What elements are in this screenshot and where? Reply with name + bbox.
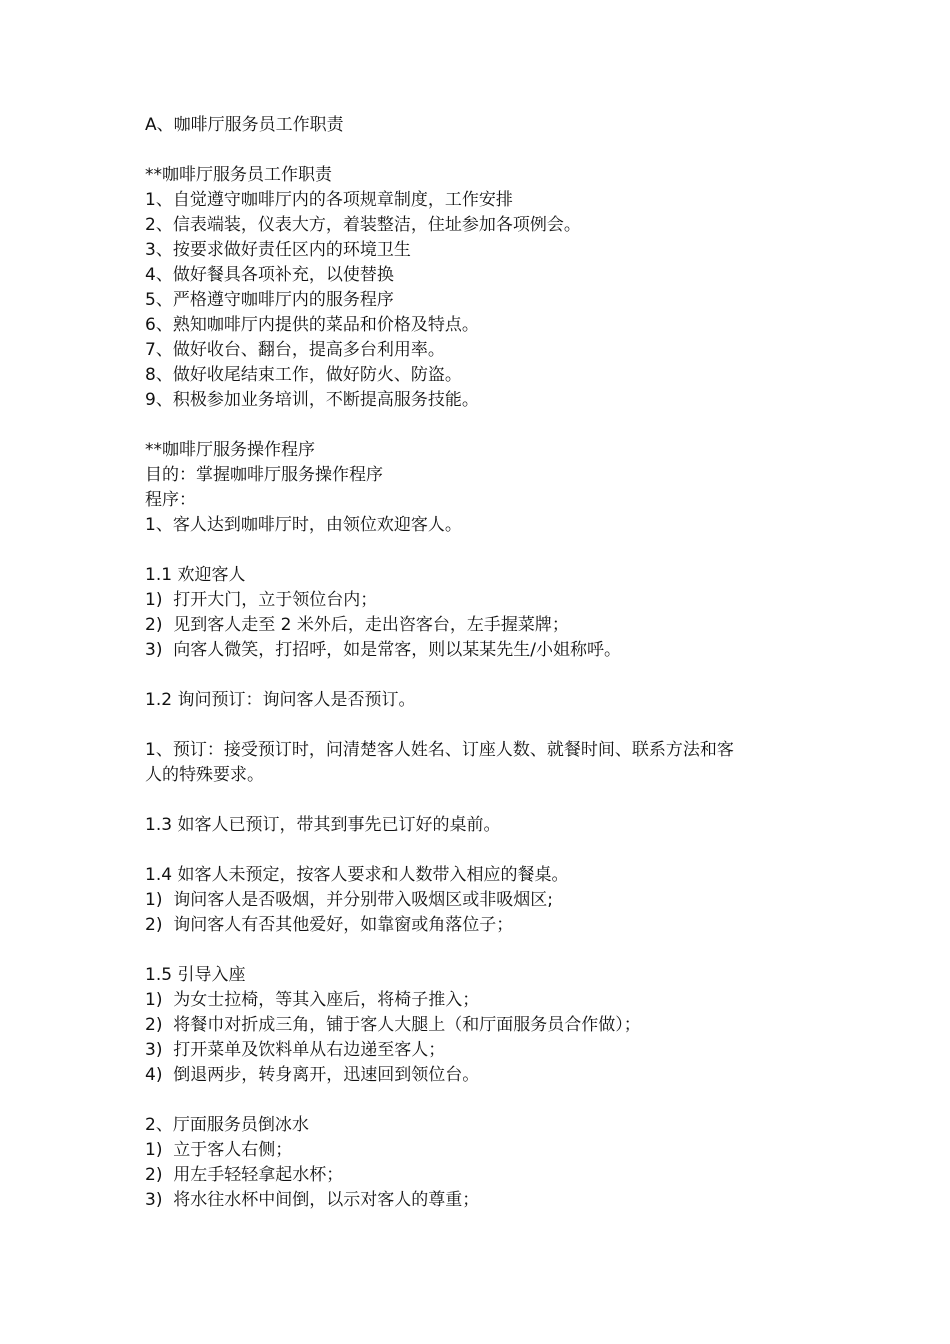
blank-line (145, 1088, 825, 1113)
section-2-item-2: 2) 用左手轻轻拿起水杯； (145, 1165, 344, 1185)
procedure-label: 程序： (145, 490, 196, 510)
procedure-purpose: 目的：掌握咖啡厅服务操作程序 (145, 465, 383, 485)
sub-1-5-item-2: 2) 将餐巾对折成三角，铺于客人大腿上（和厅面服务员合作做）； (145, 1015, 641, 1035)
procedure-step-1: 1、客人达到咖啡厅时，由领位欢迎客人。 (145, 515, 462, 535)
sub-1-2-heading: 1.2 询问预订：询问客人是否预订。 (145, 690, 416, 710)
blank-line (145, 713, 825, 738)
blank-line (145, 788, 825, 813)
sub-1-1-item-1: 1) 打开大门，立于领位台内； (145, 590, 378, 610)
duty-item-4: 4、做好餐具各项补充，以使替换 (145, 265, 394, 285)
sub-1-4-heading: 1.4 如客人未预定，按客人要求和人数带入相应的餐桌。 (145, 865, 569, 885)
sub-1-4-item-1: 1) 询问客人是否吸烟，并分别带入吸烟区或非吸烟区; (145, 890, 553, 910)
document-page (145, 113, 825, 1213)
duty-item-2: 2、信表端装，仪表大方，着装整洁，住址参加各项例会。 (145, 215, 581, 235)
duty-item-1: 1、自觉遵守咖啡厅内的各项规章制度，工作安排 (145, 190, 513, 210)
sub-1-5-heading: 1.5 引导入座 (145, 965, 246, 985)
blank-line (145, 838, 825, 863)
blank-line (145, 538, 825, 563)
sub-1-5-item-4: 4) 倒退两步，转身离开，迅速回到领位台。 (145, 1065, 480, 1085)
duties-heading: **咖啡厅服务员工作职责 (145, 165, 332, 185)
sub-1-1-item-3: 3) 向客人微笑，打招呼，如是常客，则以某某先生/小姐称呼。 (145, 640, 621, 660)
sub-1-3-heading: 1.3 如客人已预订，带其到事先已订好的桌前。 (145, 815, 501, 835)
sub-1-1-item-2: 2) 见到客人走至 2 米外后，走出咨客台，左手握菜牌； (145, 615, 569, 635)
duty-item-6: 6、熟知咖啡厅内提供的菜品和价格及特点。 (145, 315, 479, 335)
sub-1-5-item-3: 3) 打开菜单及饮料单从右边递至客人； (145, 1040, 446, 1060)
section-2-item-1: 1) 立于客人右侧； (145, 1140, 293, 1160)
document-title: A、咖啡厅服务员工作职责 (145, 115, 344, 135)
duty-item-9: 9、积极参加业务培训，不断提高服务技能。 (145, 390, 479, 410)
sub-1-1-heading: 1.1 欢迎客人 (145, 565, 246, 585)
duty-item-5: 5、严格遵守咖啡厅内的服务程序 (145, 290, 394, 310)
blank-line (145, 663, 825, 688)
sub-1-5-item-1: 1) 为女士拉椅，等其入座后，将椅子推入； (145, 990, 480, 1010)
duty-item-3: 3、按要求做好责任区内的环境卫生 (145, 240, 411, 260)
section-2-item-3: 3) 将水往水杯中间倒，以示对客人的尊重； (145, 1190, 480, 1210)
reservation-line-2: 人的特殊要求。 (145, 765, 264, 785)
blank-line (145, 938, 825, 963)
duty-item-7: 7、做好收台、翻台，提高多台利用率。 (145, 340, 445, 360)
duty-item-8: 8、做好收尾结束工作，做好防火、防盗。 (145, 365, 462, 385)
sub-1-4-item-2: 2) 询问客人有否其他爱好，如靠窗或角落位子； (145, 915, 514, 935)
reservation-line-1: 1、预订：接受预订时，问清楚客人姓名、订座人数、就餐时间、联系方法和客 (145, 740, 734, 760)
procedure-heading: **咖啡厅服务操作程序 (145, 440, 315, 460)
section-2-heading: 2、厅面服务员倒冰水 (145, 1115, 309, 1135)
blank-line (145, 138, 825, 163)
blank-line (145, 413, 825, 438)
